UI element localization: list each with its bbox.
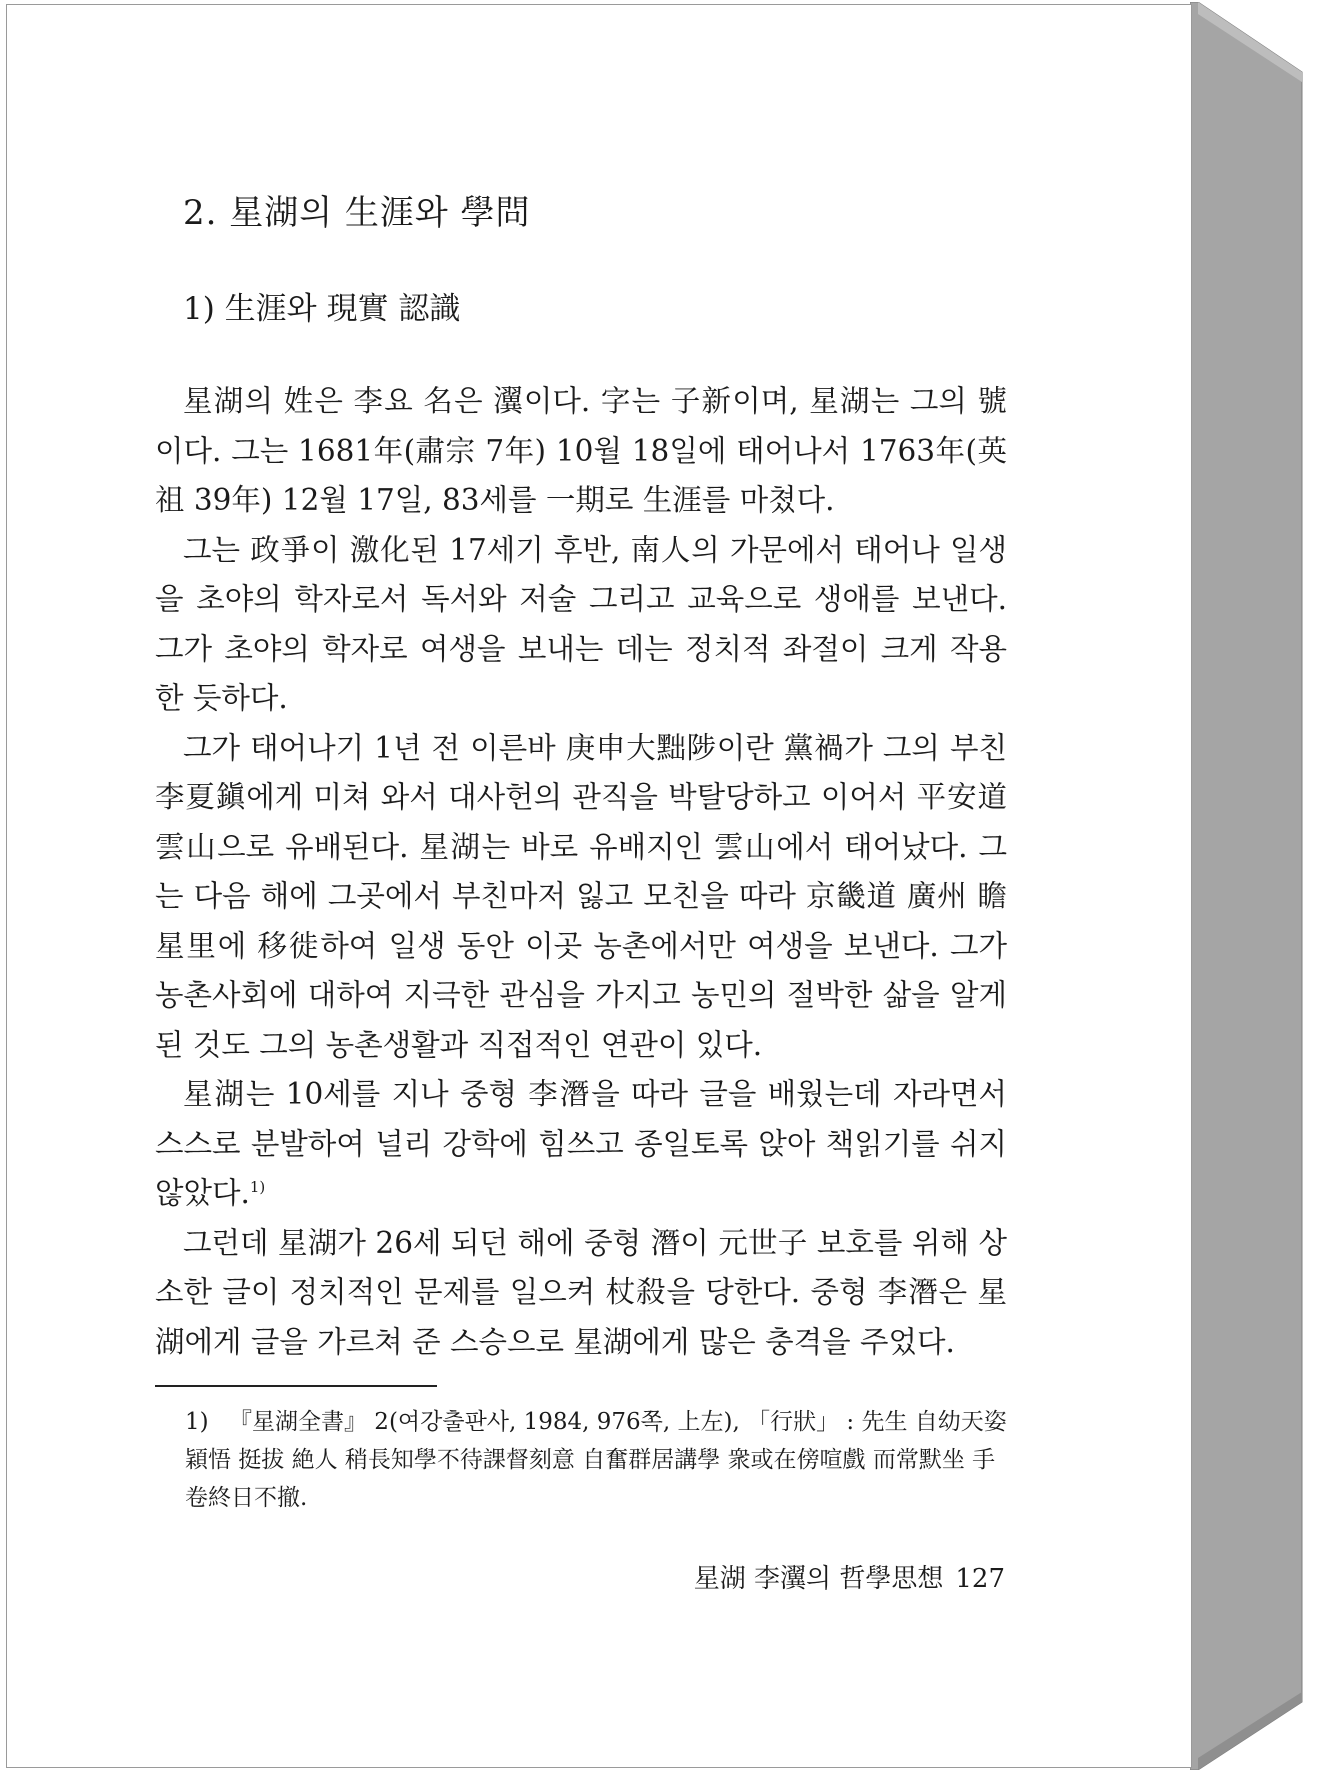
footnote-divider xyxy=(155,1385,437,1387)
footnote-text: 『星湖全書』 2(여강출판사, 1984, 976쪽, 上左), 「行狀」 : 先生 自幼天姿穎悟 挺拔 絶人 稍長知學不待課督刻意 自奮群居講學 衆或在傍喧戲 而常默坐 手卷終日不撤. xyxy=(185,1409,1007,1511)
paragraph: 그가 태어나기 1년 전 이른바 庚申大黜陟이란 黨禍가 그의 부친 李夏鎭에게 미쳐 와서 대사헌의 관직을 박탈당하고 이어서 平安道 雲山으로 유배된다. 星湖는 바로 유배지인 雲山에서 태어났다. 그는 다음 해에 그곳에서 부친마저 잃고 모친을 따라 京畿道 廣州 瞻星里에 移徙하여 일생 동안 이곳 농촌에서만 여생을 보낸다. 그가 농촌사회에 대하여 지극한 관심을 가지고 농민의 절박한 삶을 알게 된 것도 그의 농촌생활과 직접적인 연관이 있다. xyxy=(155,730,1007,1062)
footnote xyxy=(185,1403,1007,1517)
paragraph-text: 星湖는 10세를 지나 중형 李潛을 따라 글을 배웠는데 자라면서 스스로 분발하여 널리 강학에 힘쓰고 종일토록 앉아 책읽기를 쉬지 않았다. xyxy=(155,1077,1007,1210)
book-spine-edge xyxy=(1190,2,1306,1770)
page-number: 127 xyxy=(955,1564,1005,1594)
running-footer-title: 星湖 李瀷의 哲學思想 xyxy=(693,1564,944,1594)
paragraph: 그런데 星湖가 26세 되던 해에 중형 潛이 元世子 보호를 위해 상소한 글이 정치적인 문제를 일으켜 杖殺을 당한다. 중형 李潛은 星湖에게 글을 가르쳐 준 스승으로 星湖에게 많은 충격을 주었다. xyxy=(155,1225,1007,1359)
footnote-reference: 1) xyxy=(249,1178,266,1197)
paragraph: 그는 政爭이 激化된 17세기 후반, 南人의 가문에서 태어나 일생을 초야의 학자로서 독서와 저술 그리고 교육으로 생애를 보낸다. 그가 초야의 학자로 여생을 보내는 데는 정치적 좌절이 크게 작용한 듯하다. xyxy=(155,532,1007,715)
running-footer xyxy=(694,1558,1005,1595)
footnote-number: 1) xyxy=(185,1409,209,1435)
paragraph-with-footnote xyxy=(155,1070,1007,1219)
body-text xyxy=(155,377,1007,1367)
page-content xyxy=(7,5,1193,1769)
book-page xyxy=(6,4,1192,1768)
section-title: 2. 星湖의 生涯와 學問 xyxy=(183,193,531,233)
paragraph: 星湖의 姓은 李요 名은 瀷이다. 字는 子新이며, 星湖는 그의 號이다. 그는 1681年(肅宗 7年) 10월 18일에 태어나서 1763年(英祖 39年) 12월 17일, 83세를 一期로 生涯를 마쳤다. xyxy=(155,384,1007,517)
subsection-title: 1) 生涯와 現實 認識 xyxy=(183,291,461,327)
